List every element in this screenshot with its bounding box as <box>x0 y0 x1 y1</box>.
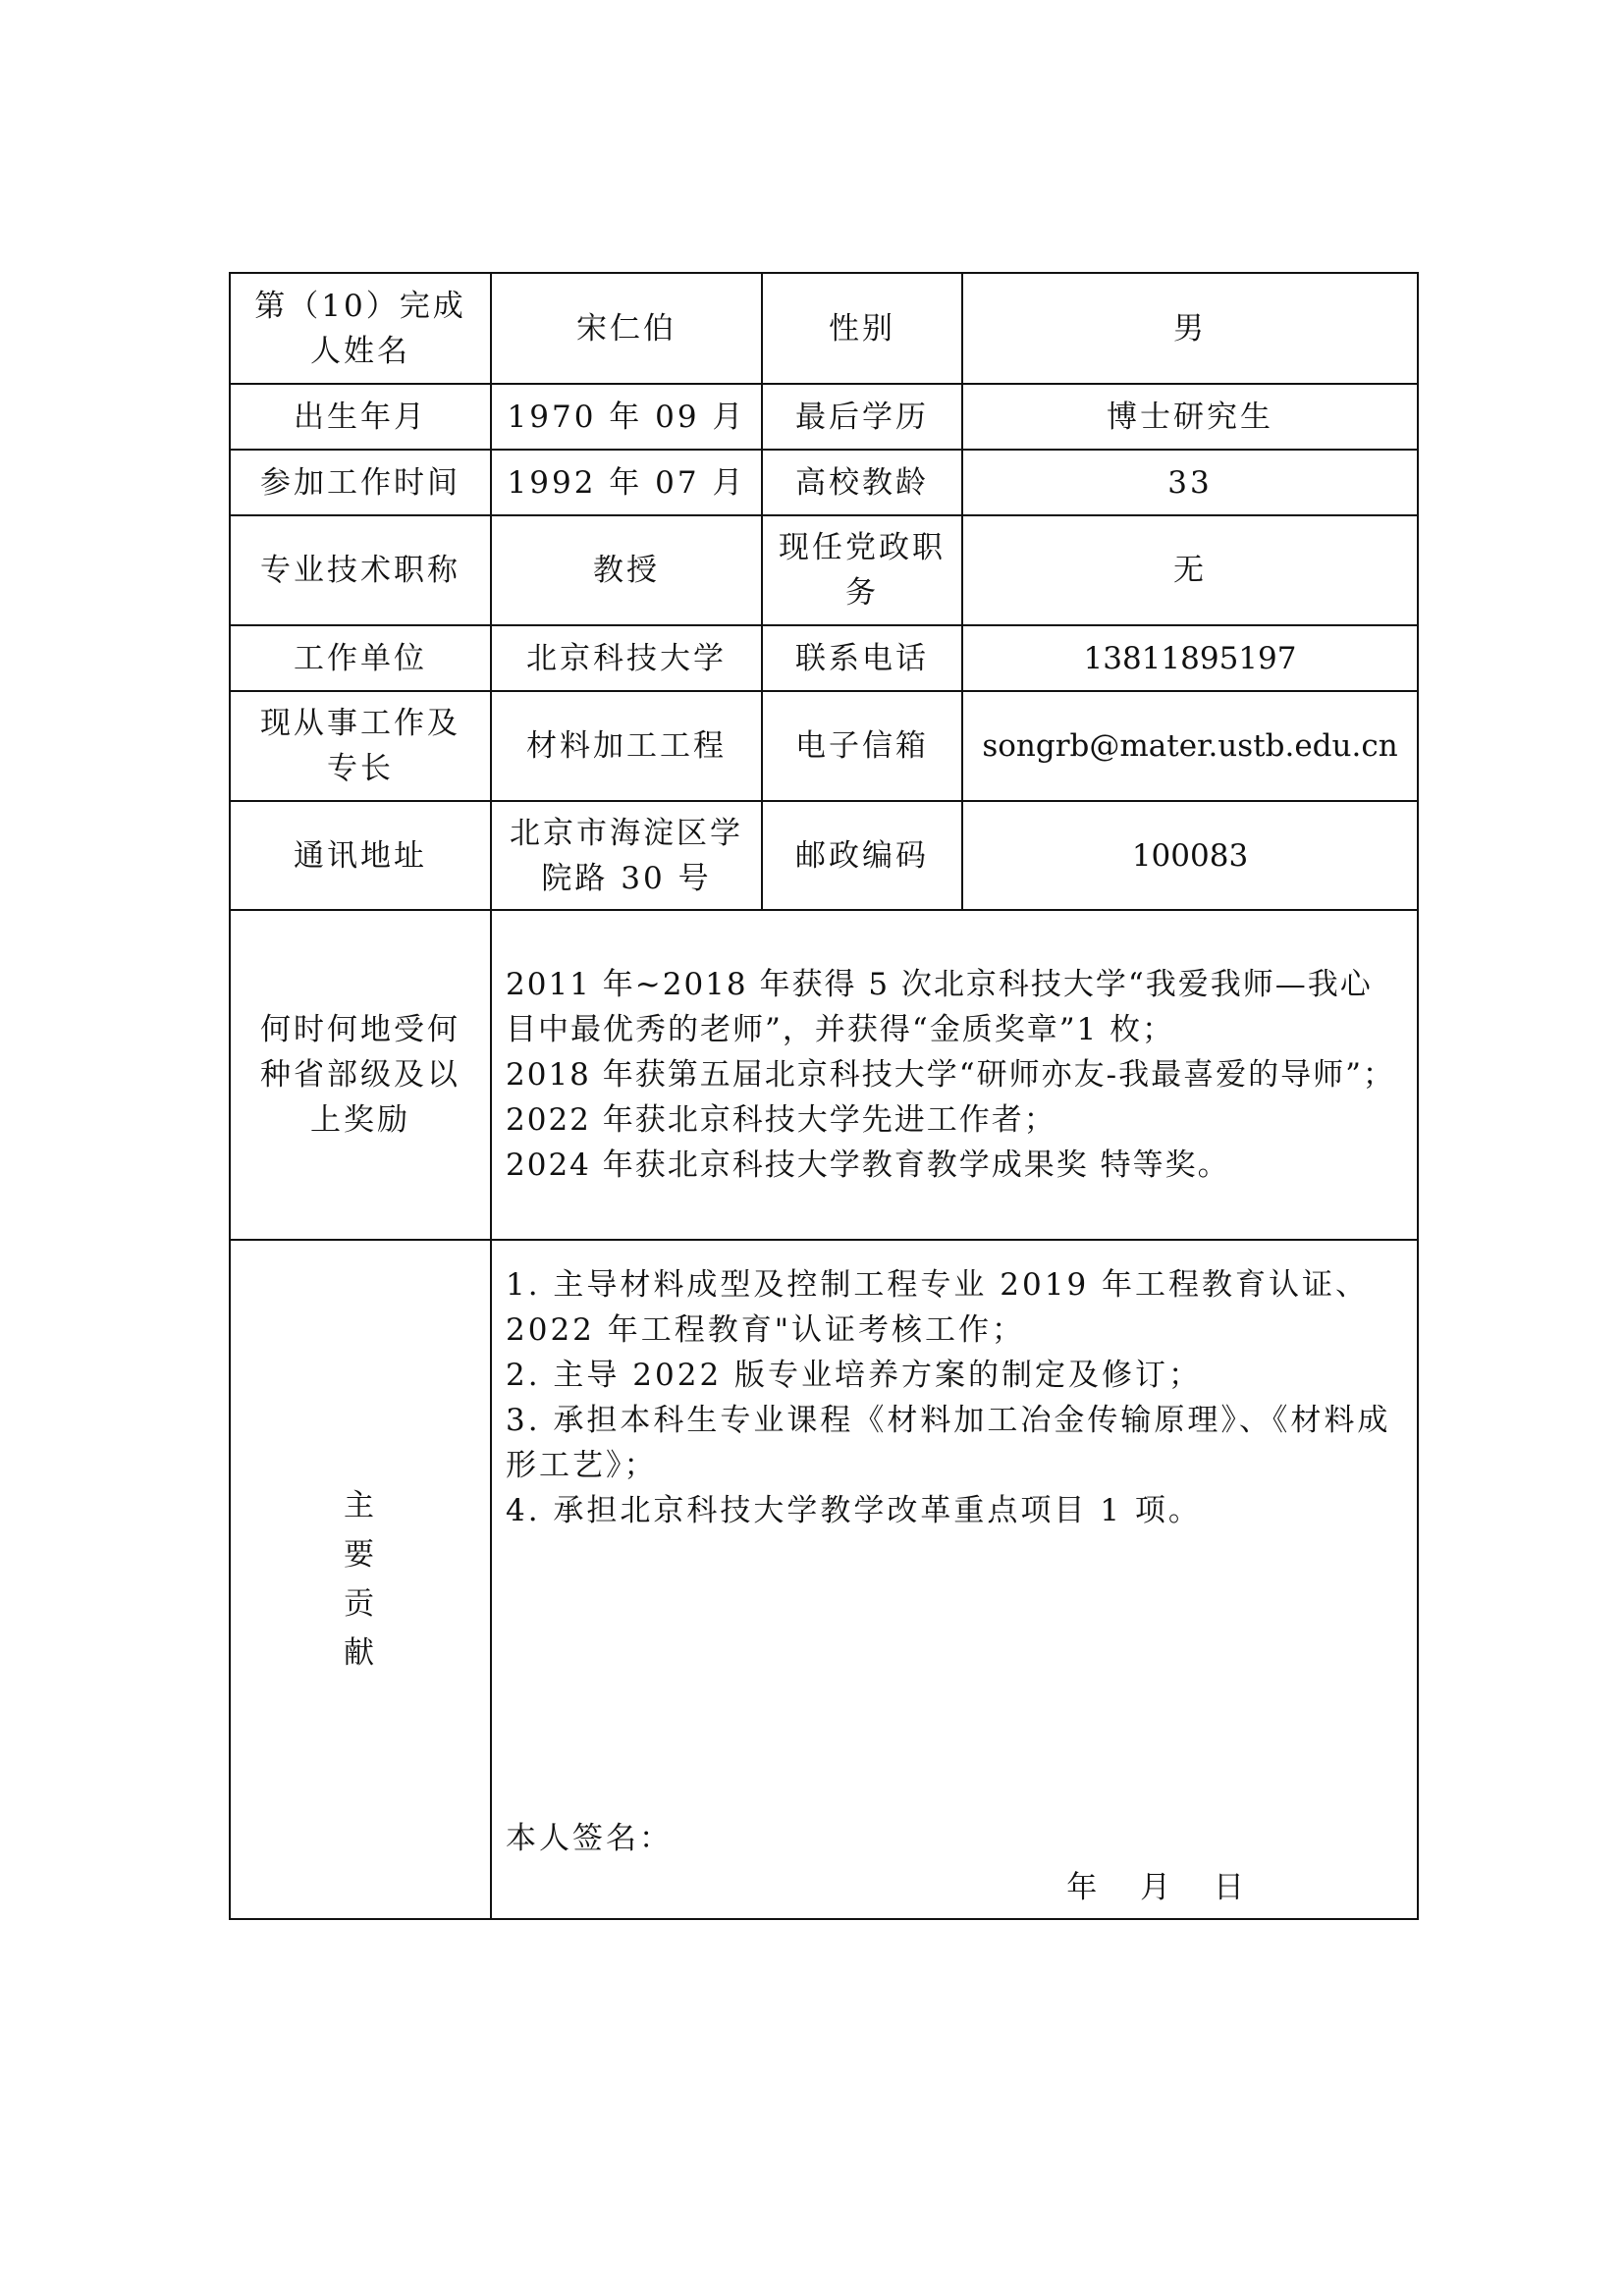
award-item: 2024 年获北京科技大学教育教学成果奖 特等奖。 <box>506 1148 1230 1183</box>
signature-label: 本人签名： <box>506 1821 673 1856</box>
position-value: 无 <box>962 515 1418 625</box>
birth-value: 1970 年 09 月 <box>491 384 762 450</box>
contribution-item: 3. 承担本科生专业课程《材料加工冶金传输原理》、《材料成形工艺》； <box>506 1403 1391 1483</box>
work-start-label: 参加工作时间 <box>230 450 491 515</box>
title-label: 专业技术职称 <box>230 515 491 625</box>
postcode-label: 邮政编码 <box>762 801 962 910</box>
specialty-label: 现从事工作及专长 <box>230 691 491 801</box>
award-item: 2018 年获第五届北京科技大学“研师亦友-我最喜爱的导师”； <box>506 1057 1395 1093</box>
position-label: 现任党政职务 <box>762 515 962 625</box>
teaching-years-label: 高校教龄 <box>762 450 962 515</box>
email-value: songrb@mater.ustb.edu.cn <box>962 691 1418 801</box>
employer-label: 工作单位 <box>230 625 491 691</box>
row-birth <box>230 384 1418 450</box>
row-specialty <box>230 691 1418 801</box>
row-address <box>230 801 1418 910</box>
date-month: 月 <box>1140 1870 1171 1905</box>
row-name <box>230 273 1418 384</box>
education-value: 博士研究生 <box>962 384 1418 450</box>
contribution-item: 4. 承担北京科技大学教学改革重点项目 1 项。 <box>506 1493 1202 1528</box>
row-employer <box>230 625 1418 691</box>
postcode-value: 100083 <box>962 801 1418 910</box>
awards-content <box>491 910 1418 1240</box>
personal-info-form <box>229 272 1419 1920</box>
awards-label: 何时何地受何种省部级及以上奖励 <box>230 910 491 1240</box>
specialty-value: 材料加工工程 <box>491 691 762 801</box>
contributions-label-cell <box>230 1240 491 1919</box>
row-title <box>230 515 1418 625</box>
contribution-item: 1. 主导材料成型及控制工程专业 2019 年工程教育认证、2022 年工程教育"认证考核工作； <box>506 1267 1370 1348</box>
address-label: 通讯地址 <box>230 801 491 910</box>
row-work-start <box>230 450 1418 515</box>
signature-date <box>1033 1865 1244 1910</box>
teaching-years-value: 33 <box>962 450 1418 515</box>
name-label: 第（10）完成人姓名 <box>230 273 491 384</box>
row-contributions <box>230 1240 1418 1919</box>
email-label: 电子信箱 <box>762 691 962 801</box>
award-item: 2022 年获北京科技大学先进工作者； <box>506 1102 1056 1138</box>
gender-label: 性别 <box>762 273 962 384</box>
employer-value: 北京科技大学 <box>491 625 762 691</box>
work-start-value: 1992 年 07 月 <box>491 450 762 515</box>
date-day: 日 <box>1214 1870 1244 1905</box>
contributions-content <box>491 1240 1418 1919</box>
award-item: 2011 年~2018 年获得 5 次北京科技大学“我爱我师—我心目中最优秀的老师”，并获得“金质奖章”1 枚； <box>506 967 1373 1047</box>
phone-label: 联系电话 <box>762 625 962 691</box>
gender-value: 男 <box>962 273 1418 384</box>
title-value: 教授 <box>491 515 762 625</box>
contribution-item: 2. 主导 2022 版专业培养方案的制定及修订； <box>506 1358 1203 1393</box>
date-year: 年 <box>1066 1870 1098 1905</box>
address-value: 北京市海淀区学院路 30 号 <box>491 801 762 910</box>
row-awards <box>230 910 1418 1240</box>
contributions-label: 主要贡献 <box>344 1488 377 1671</box>
name-value: 宋仁伯 <box>491 273 762 384</box>
phone-value: 13811895197 <box>962 625 1418 691</box>
education-label: 最后学历 <box>762 384 962 450</box>
birth-label: 出生年月 <box>230 384 491 450</box>
